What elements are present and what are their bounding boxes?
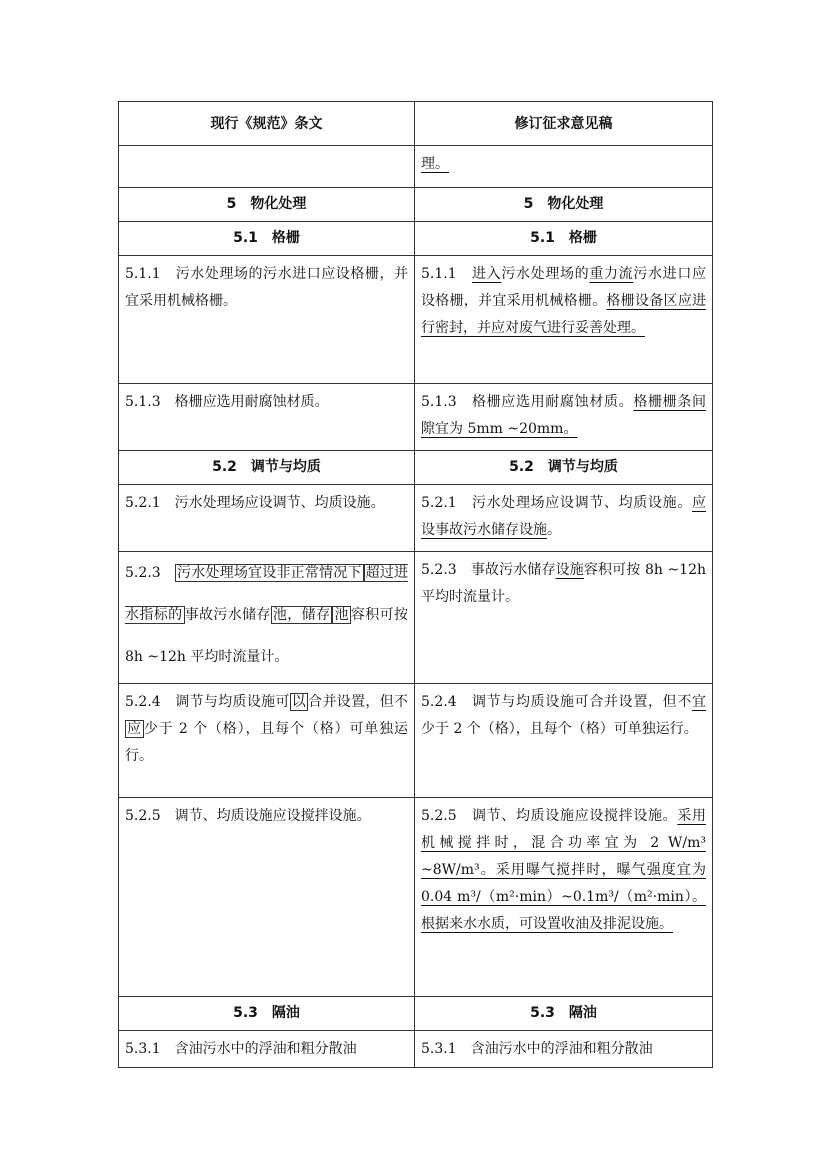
revised-clause-text — [415, 684, 713, 798]
clause-text: 容积可按 8h ~12h 平均时流量计。 — [421, 562, 707, 605]
clause-text: 少于 2 个（格），且每个（格）可单独运行。 — [421, 721, 698, 737]
section-heading-row — [119, 222, 713, 256]
clause-text: 5.1.3 格栅应选用耐腐蚀材质。 — [125, 394, 329, 410]
table-header-row — [119, 102, 713, 146]
added-text: 理。 — [421, 156, 449, 172]
clause-text: 5.2.4 调节与均质设施可 — [125, 694, 290, 710]
added-text: 宜 — [692, 694, 706, 710]
clause-text: 少于 2 个（格），且每个（格）可单独运行。 — [125, 721, 409, 764]
section-heading: 5.3 隔油 — [415, 997, 713, 1031]
added-text: 格栅设备区应进行密封，并应对废气进行妥善处理。 — [421, 293, 707, 336]
current-clause-text — [119, 1031, 415, 1068]
clause-text: 污水进口应设格栅，并宜采用机械格栅。 — [421, 266, 707, 309]
current-clause-text — [119, 552, 415, 684]
comparison-table — [118, 101, 713, 1068]
section-heading: 5 物化处理 — [415, 188, 713, 222]
section-heading: 5.2 调节与均质 — [119, 451, 415, 485]
section-heading: 5.2 调节与均质 — [415, 451, 713, 485]
clause-text: 5.3.1 含油污水中的浮油和粗分散油 — [421, 1041, 653, 1057]
revised-clause-text — [415, 1031, 713, 1068]
revised-clause-text — [415, 384, 713, 451]
section-heading: 5 物化处理 — [119, 188, 415, 222]
clause-text: 5.2.1 污水处理场应设调节、均质设施。 — [421, 495, 692, 511]
clause-row — [119, 1031, 713, 1068]
added-text: 重力流 — [589, 266, 634, 282]
clause-row — [119, 798, 713, 997]
added-text: 采用机械搅拌时，混合功率宜为 2 W/m³ ~8W/m³。采用曝气搅拌时，曝气强度宜为 0.04 m³/（m²·min）~0.1m³/（m²·min）。根据来水水质，可设置收油及排泥设施。 — [421, 808, 706, 932]
revised-clause-text — [415, 552, 713, 684]
clause-row — [119, 384, 713, 451]
clause-row — [119, 485, 713, 552]
clause-row — [119, 146, 713, 188]
section-heading: 5.1 格栅 — [415, 222, 713, 256]
added-text: 设施 — [555, 562, 584, 578]
clause-text: 容积可按 8h ~12h 平均时流量计。 — [125, 607, 409, 665]
section-heading-row — [119, 997, 713, 1031]
section-heading: 5.1 格栅 — [119, 222, 415, 256]
current-clause-text — [119, 146, 415, 188]
current-clause-text — [119, 684, 415, 798]
section-heading-row — [119, 188, 713, 222]
current-clause-text — [119, 485, 415, 552]
clause-row — [119, 684, 713, 798]
header-current-clause: 现行《规范》条文 — [119, 102, 415, 146]
clause-row — [119, 256, 713, 384]
deleted-text: 污水处理场宜设非正常情况下 — [177, 565, 362, 581]
revised-clause-text — [415, 798, 713, 997]
deleted-text: 超过进水指标的 — [125, 565, 409, 623]
clause-text: 5.2.5 调节、均质设施应设搅拌设施。 — [125, 808, 371, 824]
clause-text: 5.1.1 — [421, 266, 472, 282]
revised-clause-text — [415, 146, 713, 188]
clause-text: 合并设置，但不 — [308, 694, 409, 710]
clause-text: 5.2.4 调节与均质设施可合并设置，但不 — [421, 694, 692, 710]
clause-row — [119, 552, 713, 684]
clause-text: 5.1.3 格栅应选用耐腐蚀材质。 — [421, 394, 634, 410]
added-text: 进入 — [471, 266, 502, 282]
clause-text: 。 — [547, 522, 561, 538]
clause-text: 5.2.3 事故污水储存 — [421, 562, 556, 578]
clause-text: 5.2.1 污水处理场应设调节、均质设施。 — [125, 495, 385, 511]
clause-text: 5.1.1 污水处理场的污水进口应设格栅，并宜采用机械格栅。 — [125, 266, 408, 309]
header-revision-draft: 修订征求意见稿 — [415, 102, 713, 146]
clause-text: 5.3.1 含油污水中的浮油和粗分散油 — [125, 1041, 357, 1057]
section-heading: 5.3 隔油 — [119, 997, 415, 1031]
current-clause-text — [119, 798, 415, 997]
clause-text: 污水处理场的 — [501, 266, 590, 282]
current-clause-text — [119, 256, 415, 384]
added-text: 应设事故污水储存设施 — [421, 495, 706, 538]
clause-text: 事故污水储存 — [184, 607, 271, 623]
deleted-text: 池 — [334, 607, 349, 623]
deleted-text: 以 — [291, 694, 307, 710]
deleted-text: 池，储存 — [272, 607, 331, 623]
revised-clause-text — [415, 485, 713, 552]
clause-text: 5.2.3 — [125, 565, 176, 581]
deleted-text: 应 — [127, 721, 142, 737]
clause-text: 5.2.5 调节、均质设施应设搅拌设施。 — [421, 808, 678, 824]
revised-clause-text — [415, 256, 713, 384]
current-clause-text — [119, 384, 415, 451]
section-heading-row — [119, 451, 713, 485]
added-text: 格栅栅条间隙宜为 5mm ~20mm。 — [421, 394, 707, 437]
